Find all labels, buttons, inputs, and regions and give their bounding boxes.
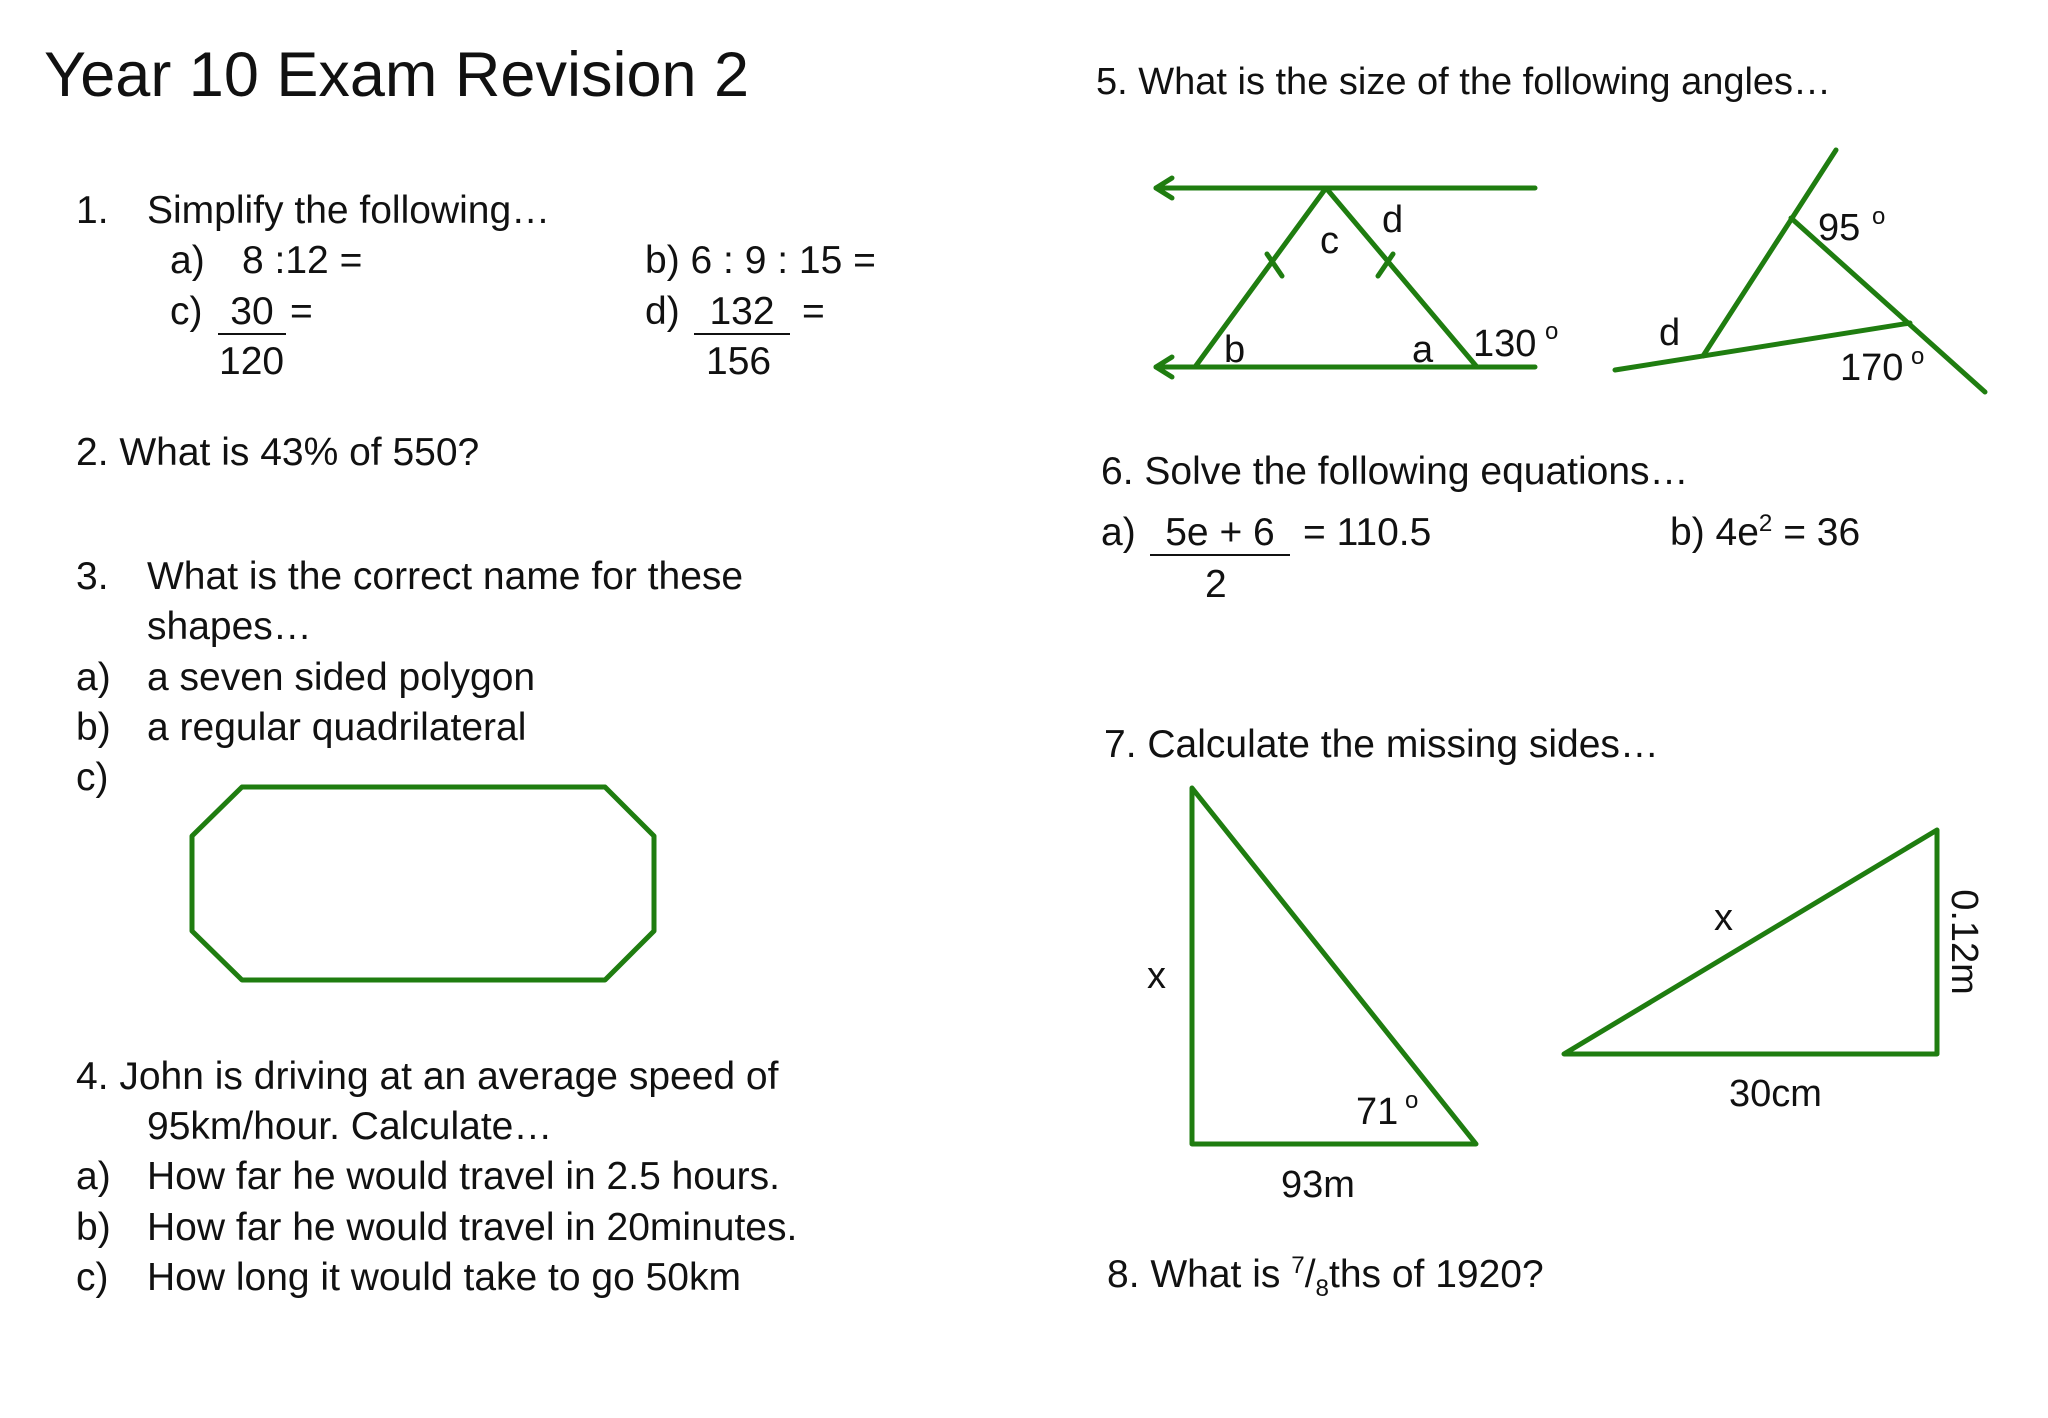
part-label: a) xyxy=(1101,511,1136,554)
question-prompt: 6. Solve the following equations… xyxy=(1101,450,1689,493)
side-label-base: 30cm xyxy=(1729,1073,1822,1115)
octagon-shape xyxy=(192,787,654,980)
question-prompt-line: 95km/hour. Calculate… xyxy=(147,1105,553,1148)
question-prompt-line: 4. John is driving at an average speed of xyxy=(76,1055,779,1098)
right-triangle xyxy=(1192,788,1476,1144)
part-text: How long it would take to go 50km xyxy=(147,1256,741,1299)
question-8: 8. What is $^7/_8ths$ of 1920? xyxy=(1107,1252,1544,1302)
equation-rhs: = 110.5 xyxy=(1303,511,1432,554)
question-prompt: Simplify the following… xyxy=(147,189,551,232)
side-label-x: x xyxy=(1147,955,1166,997)
part-label: c) xyxy=(170,290,203,333)
side-label-x: x xyxy=(1714,897,1733,939)
right-triangle xyxy=(1564,830,1937,1054)
angle-label-a: a xyxy=(1412,329,1434,371)
part-label: a) xyxy=(76,1155,111,1198)
part-label: d) xyxy=(645,290,680,333)
question-number: 1. xyxy=(76,189,109,232)
part-label: b) xyxy=(76,706,111,749)
side-label-vertical: 0.12m xyxy=(1943,889,1985,995)
triangle-figure-2 xyxy=(1564,830,1985,1115)
angles-figure-parallel-lines xyxy=(1156,178,1558,377)
part-label: b) xyxy=(76,1206,111,1249)
fraction-denominator: 120 xyxy=(219,340,285,383)
question-2: 2. What is 43% of 550? xyxy=(76,431,480,474)
fraction-denominator: 156 xyxy=(706,340,772,383)
angle-label-c: c xyxy=(1320,220,1339,262)
degree-symbol: o xyxy=(1545,318,1559,345)
part-label: c) xyxy=(76,1256,109,1299)
fraction-numerator: 30 xyxy=(218,292,286,335)
part-text: How far he would travel in 2.5 hours. xyxy=(147,1155,780,1198)
angles-figure-exterior xyxy=(1615,150,1985,392)
page-title: Year 10 Exam Revision 2 xyxy=(44,40,750,110)
equation-b: b) $4e^2 = 36$ xyxy=(1670,510,1861,554)
question-7: 7. Calculate the missing sides… xyxy=(1104,723,1659,766)
extended-line xyxy=(1703,150,1836,356)
part-label: a) xyxy=(76,656,111,699)
equals-sign: = xyxy=(290,290,313,333)
part-text: a seven sided polygon xyxy=(147,656,536,699)
question-number: 3. xyxy=(76,555,109,598)
degree-symbol: o xyxy=(1405,1087,1419,1114)
angle-label-d: d xyxy=(1659,312,1681,354)
side-label-base: 93m xyxy=(1281,1164,1355,1206)
angle-label-b: b xyxy=(1224,329,1246,371)
fraction-numerator: 5e + 6 xyxy=(1150,513,1290,556)
part-text: a regular quadrilateral xyxy=(147,706,527,749)
angle-value: 71 xyxy=(1356,1091,1399,1133)
question-5: 5. What is the size of the following angles… xyxy=(1096,61,1832,103)
fraction-numerator: 132 xyxy=(694,292,790,335)
part-label: c) xyxy=(76,756,109,799)
equals-sign: = xyxy=(802,290,825,333)
triangle-figure-1 xyxy=(1147,788,1476,1206)
degree-symbol: o xyxy=(1911,343,1925,370)
angle-value: 170 xyxy=(1840,347,1904,389)
fraction-denominator: 2 xyxy=(1205,563,1227,606)
angle-label-d: d xyxy=(1382,199,1404,241)
degree-symbol: o xyxy=(1872,203,1886,230)
angle-value: 130 xyxy=(1473,323,1537,365)
question-prompt-line: What is the correct name for these xyxy=(147,555,744,598)
part-label: a) xyxy=(170,239,205,282)
angle-value: 95 xyxy=(1818,207,1861,249)
ratio-expression: 8 :12 = xyxy=(242,239,363,282)
question-prompt-line: shapes… xyxy=(147,605,312,648)
ratio-expression: b) 6 : 9 : 15 = xyxy=(645,239,876,282)
part-text: How far he would travel in 20minutes. xyxy=(147,1206,798,1249)
